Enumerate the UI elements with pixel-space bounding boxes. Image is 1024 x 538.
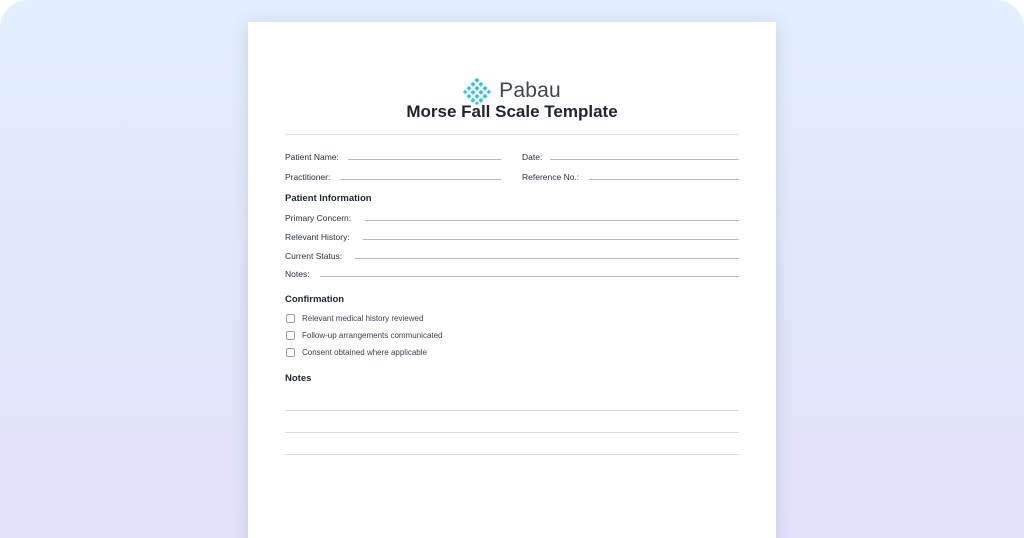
patient-name-field[interactable] <box>348 159 501 160</box>
checkbox-follow-up[interactable] <box>286 331 295 340</box>
relevant-history-field[interactable] <box>363 239 739 240</box>
date-label: Date: <box>522 152 543 162</box>
date-field[interactable] <box>550 159 739 160</box>
document-sheet <box>248 22 776 538</box>
primary-concern-label: Primary Concern: <box>285 213 352 223</box>
checkbox-medical-history-label: Relevant medical history reviewed <box>302 314 424 323</box>
practitioner-field[interactable] <box>340 179 501 180</box>
checkbox-consent[interactable] <box>286 348 295 357</box>
practitioner-label: Practitioner: <box>285 172 331 182</box>
brand-name: Pabau <box>499 79 561 102</box>
notes-line-1[interactable] <box>285 410 739 411</box>
notes-line-3[interactable] <box>285 454 739 455</box>
checkbox-medical-history[interactable] <box>286 314 295 323</box>
checkbox-consent-label: Consent obtained where applicable <box>302 348 427 357</box>
relevant-history-label: Relevant History: <box>285 232 350 242</box>
notes-field[interactable] <box>320 276 739 277</box>
patient-information-heading: Patient Information <box>285 193 372 204</box>
notes-line-2[interactable] <box>285 432 739 433</box>
notes-label: Notes: <box>285 269 310 279</box>
pabau-logo-icon <box>463 77 491 105</box>
current-status-label: Current Status: <box>285 251 343 261</box>
patient-name-label: Patient Name: <box>285 152 339 162</box>
notes-heading: Notes <box>285 373 312 384</box>
checkbox-follow-up-label: Follow-up arrangements communicated <box>302 331 443 340</box>
confirmation-heading: Confirmation <box>285 294 345 305</box>
reference-no-label: Reference No.: <box>522 172 580 182</box>
title-divider <box>285 134 739 135</box>
reference-no-field[interactable] <box>589 179 739 180</box>
document-title: Morse Fall Scale Template <box>406 102 618 121</box>
primary-concern-field[interactable] <box>365 220 739 221</box>
current-status-field[interactable] <box>355 258 739 259</box>
